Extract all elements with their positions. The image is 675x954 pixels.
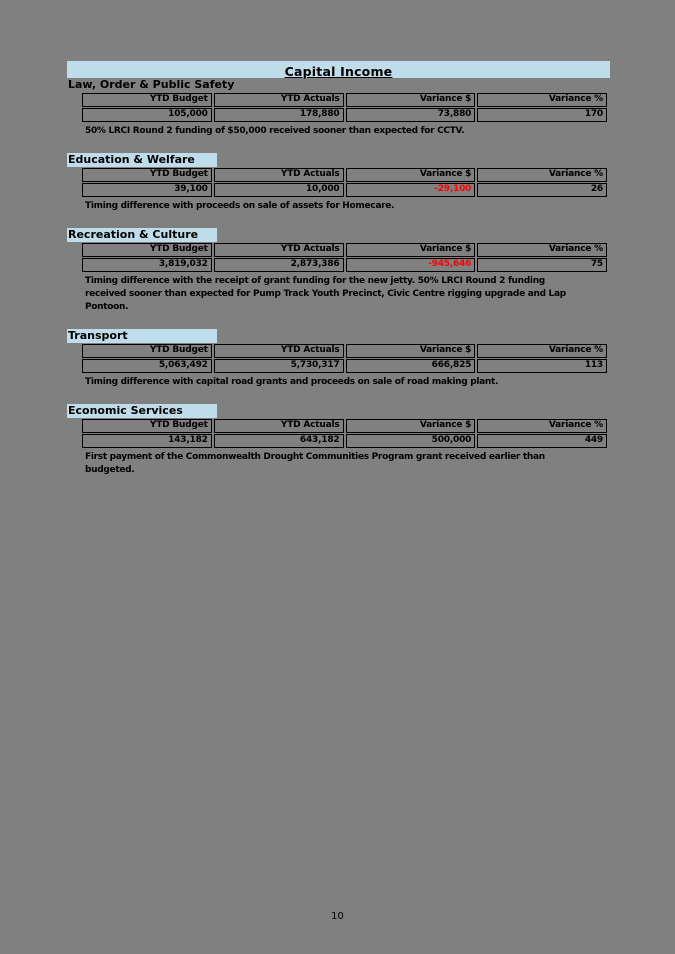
cell-ytd-budget: 3,819,032 (82, 258, 212, 272)
report-sheet (67, 61, 610, 492)
col-header-ytd-actuals: YTD Actuals (214, 419, 344, 433)
cell-variance-dollar: -945,646 (346, 258, 476, 272)
cell-ytd-actuals: 2,873,386 (214, 258, 344, 272)
cell-ytd-actuals: 5,730,317 (214, 359, 344, 373)
cell-variance-dollar: 500,000 (346, 434, 476, 448)
table-header-row (82, 93, 607, 107)
cell-ytd-actuals: 178,880 (214, 108, 344, 122)
cell-ytd-actuals: 10,000 (214, 183, 344, 197)
section-note: Timing difference with proceeds on sale of assets for Homecare. (85, 201, 395, 211)
table-header-row (82, 419, 607, 433)
col-header-variance-dollar: Variance $ (346, 243, 476, 257)
section-economic-services (67, 404, 610, 477)
cell-variance-pct: 113 (477, 359, 607, 373)
variance-table (80, 418, 609, 449)
cell-variance-pct: 170 (477, 108, 607, 122)
section-recreation-culture (67, 228, 610, 314)
cell-variance-pct: 26 (477, 183, 607, 197)
col-header-variance-dollar: Variance $ (346, 93, 476, 107)
col-header-ytd-budget: YTD Budget (82, 344, 212, 358)
col-header-variance-dollar: Variance $ (346, 344, 476, 358)
table-value-row (82, 359, 607, 373)
section-note: Timing difference with capital road grants and proceeds on sale of road making plant. (85, 377, 499, 387)
cell-variance-pct: 449 (477, 434, 607, 448)
cell-ytd-budget: 39,100 (82, 183, 212, 197)
col-header-ytd-budget: YTD Budget (82, 243, 212, 257)
col-header-ytd-actuals: YTD Actuals (214, 93, 344, 107)
col-header-variance-dollar: Variance $ (346, 419, 476, 433)
col-header-ytd-actuals: YTD Actuals (214, 243, 344, 257)
section-header: Economic Services (67, 404, 217, 418)
table-value-row (82, 183, 607, 197)
cell-variance-dollar: 666,825 (346, 359, 476, 373)
cell-ytd-budget: 105,000 (82, 108, 212, 122)
page-number: 10 (331, 911, 344, 922)
section-note: Timing difference with the receipt of grant funding for the new jetty. 50% LRCI Round 2 funding received sooner than expected for Pump Track Youth Precinct, Civic Centre rigging upgrade and Lap Pontoon. (85, 276, 566, 312)
table-value-row (82, 434, 607, 448)
section-header: Recreation & Culture (67, 228, 217, 242)
variance-table (80, 242, 609, 273)
cell-variance-dollar: -29,100 (346, 183, 476, 197)
col-header-variance-dollar: Variance $ (346, 168, 476, 182)
cell-variance-pct: 75 (477, 258, 607, 272)
section-note: 50% LRCI Round 2 funding of $50,000 received sooner than expected for CCTV. (85, 126, 465, 136)
section-header: Transport (67, 329, 217, 343)
table-value-row (82, 258, 607, 272)
section-note: First payment of the Commonwealth Drought Communities Program grant received earlier than budgeted. (85, 452, 545, 475)
col-header-variance-pct: Variance % (477, 93, 607, 107)
section-transport (67, 329, 610, 389)
col-header-ytd-actuals: YTD Actuals (214, 344, 344, 358)
section-header: Law, Order & Public Safety (68, 78, 235, 91)
report-title: Capital Income (284, 64, 393, 79)
table-value-row (82, 108, 607, 122)
table-header-row (82, 168, 607, 182)
section-header: Education & Welfare (67, 153, 217, 167)
col-header-ytd-budget: YTD Budget (82, 419, 212, 433)
cell-variance-dollar: 73,880 (346, 108, 476, 122)
col-header-ytd-budget: YTD Budget (82, 93, 212, 107)
table-header-row (82, 243, 607, 257)
variance-table (80, 92, 609, 123)
variance-table (80, 343, 609, 374)
section-law-order-public-safety (67, 78, 610, 138)
cell-ytd-budget: 5,063,492 (82, 359, 212, 373)
report-title-band (67, 61, 610, 78)
section-education-welfare (67, 153, 610, 213)
col-header-variance-pct: Variance % (477, 243, 607, 257)
variance-table (80, 167, 609, 198)
col-header-ytd-actuals: YTD Actuals (214, 168, 344, 182)
col-header-variance-pct: Variance % (477, 344, 607, 358)
cell-ytd-actuals: 643,182 (214, 434, 344, 448)
col-header-ytd-budget: YTD Budget (82, 168, 212, 182)
table-header-row (82, 344, 607, 358)
col-header-variance-pct: Variance % (477, 419, 607, 433)
col-header-variance-pct: Variance % (477, 168, 607, 182)
cell-ytd-budget: 143,182 (82, 434, 212, 448)
